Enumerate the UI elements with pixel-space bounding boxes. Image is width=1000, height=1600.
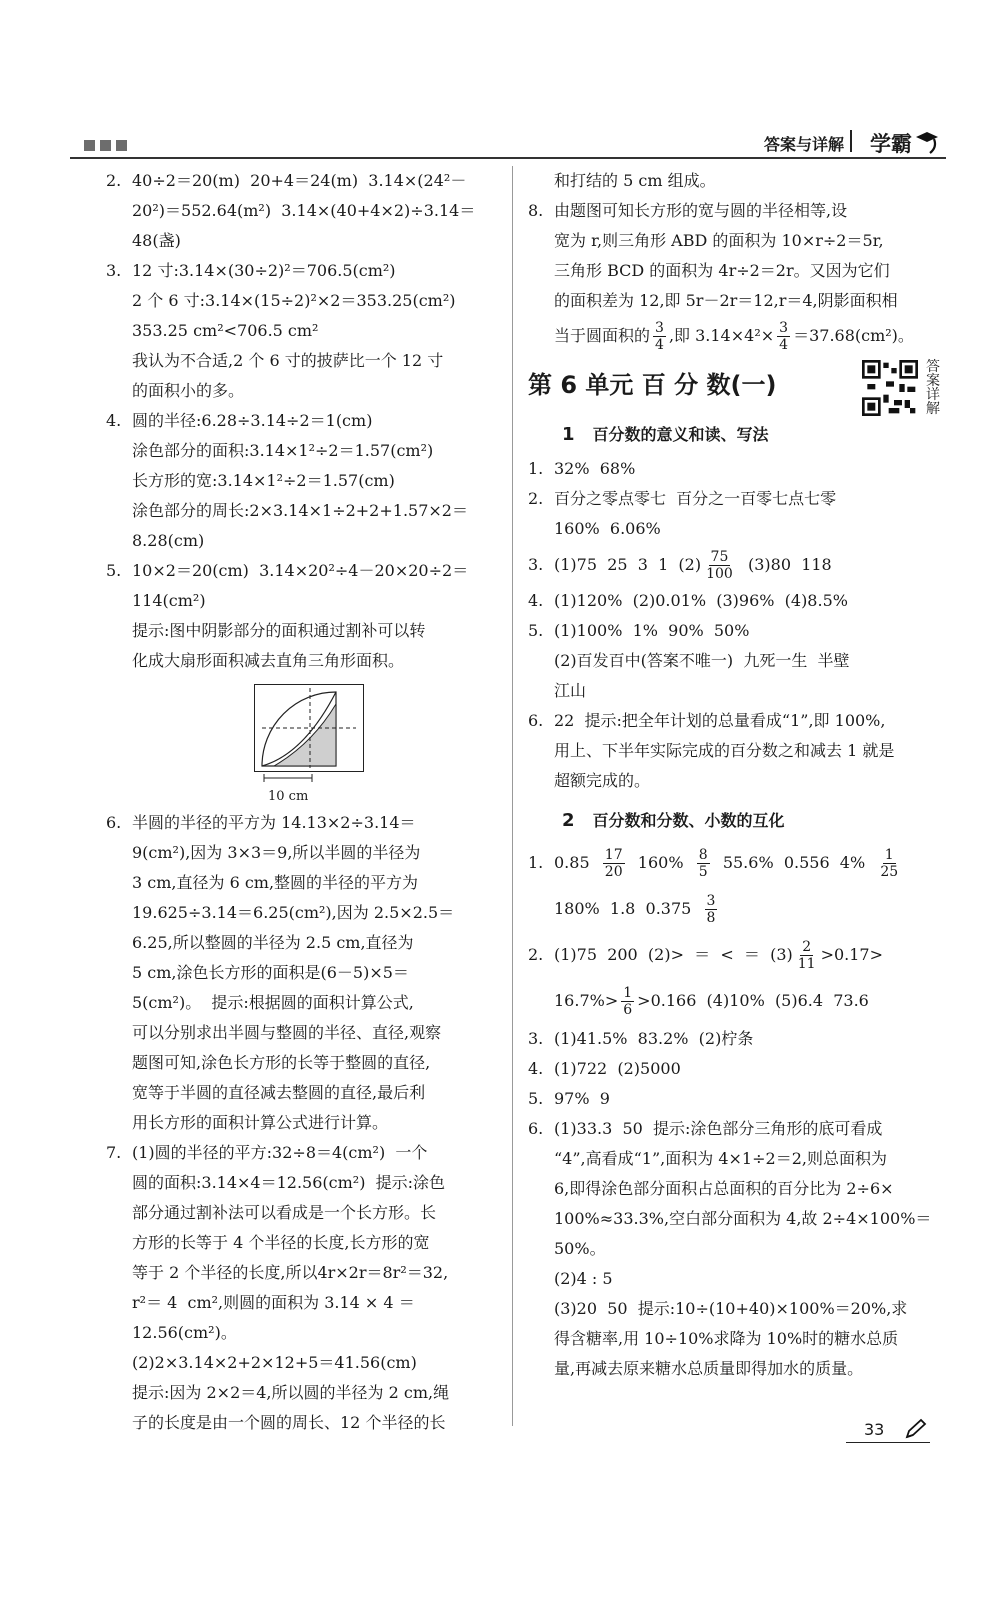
s1-answer-6 [528,706,946,796]
fraction-denominator: 20 [604,864,623,880]
answer-line: 12 寸:3.14×(30÷2)²＝706.5(cm²) [132,261,396,280]
answer-line: (1)圆的半径的平方:32÷8＝4(cm²) 一个 [132,1143,428,1162]
hint-line: 化成大扇形面积减去直角三角形面积。 [132,651,405,670]
fraction [704,549,735,582]
item-number: 5. [106,561,122,580]
fraction-denominator: 4 [655,337,664,353]
text-segment: 当于圆面积的 [554,326,651,345]
answer-line: 20²)＝552.64(m²) 3.14×(40+4×2)÷3.14＝ [132,201,476,220]
header-squares-decoration [84,140,127,151]
text-segment: ＝37.68(cm²)。 [793,326,914,345]
text-segment: 0.85 [554,853,590,872]
item-number: 5. [528,621,544,640]
text-segment: >0.166 (4)10% (5)6.4 73.6 [637,991,869,1010]
s1-answer-4 [528,586,946,616]
answer-line: 涂色部分的面积:3.14×1²÷2＝1.57(cm²) [132,441,434,460]
answer-line: 的面积小的多。 [132,381,245,400]
pencil-icon [904,1418,928,1440]
hint-line: 题图可知,涂色长方形的长等于整圆的直径, [132,1053,431,1072]
fraction-numerator: 3 [655,320,664,336]
item-number: 8. [528,201,544,220]
item-number: 1. [528,853,544,872]
item-number: 1. [528,459,544,478]
text-segment: 160% [637,853,684,872]
hint-line: 等于 2 个半径的长度,所以4r×2r＝8r²＝32, [132,1263,449,1282]
answer-line: 10×2＝20(cm) 3.14×20²÷4－20×20÷2＝ [132,561,469,580]
answer-4 [106,406,496,556]
item-number: 3. [528,1029,544,1048]
graduation-cap-icon [914,128,940,154]
fraction-denominator: 5 [698,864,708,880]
fraction [653,320,666,353]
fraction-denominator: 8 [706,910,716,926]
hint-line: r²＝ 4 cm²,则圆的面积为 3.14 × 4 ＝ [132,1293,415,1312]
item-number: 3. [106,261,122,280]
page-number: 33 [864,1420,885,1439]
qr-label: 答案详解 [926,359,940,417]
hint-line: 量,再减去原来糖水总质量即得加水的质量。 [554,1359,864,1378]
answer-line: 160% 6.06% [554,519,661,538]
unit-title: 第 6 单元 百 分 数(一) [528,371,777,399]
section-heading-1 [562,420,946,450]
answer-3 [106,256,496,406]
item-number: 7. [106,1143,122,1162]
fraction-numerator: 2 [802,939,812,955]
answer-8 [528,196,946,356]
answer-line: 我认为不合适,2 个 6 寸的披萨比一个 12 寸 [132,351,444,370]
footer-rule [846,1442,930,1443]
fraction-numerator: 8 [698,847,708,863]
answer-7-continued [528,166,946,196]
section-number: 2 [562,810,575,831]
hint-line: 可以分别求出半圆与整圆的半径、直径,观察 [132,1023,442,1042]
text-segment: (3)80 118 [737,555,832,574]
hint-line: 用长方形的面积计算公式进行计算。 [132,1113,389,1132]
answer-line: (1)33.3 50 提示:涂色部分三角形的底可看成 [554,1119,883,1138]
s2-answer-4 [528,1054,946,1084]
hint-line: 宽等于半圆的直径减去整圆的直径,最后利 [132,1083,426,1102]
s1-answer-5 [528,616,946,706]
item-number: 2. [528,489,544,508]
answer-line: 江山 [554,681,587,700]
answer-line: (2)2×3.14×2+2×12+5＝41.56(cm) [132,1353,417,1372]
figure-label: 10 cm [268,789,309,804]
fraction [603,847,625,880]
s2-answer-6 [528,1114,946,1384]
fraction [705,893,718,926]
answer-line: 圆的面积:3.14×4＝12.56(cm²) 提示:涂色 [132,1173,446,1192]
header-separator [850,130,852,152]
fraction-numerator: 17 [604,847,623,863]
text-segment: ,即 3.14×4²× [668,326,775,345]
answer-line: 32% 68% [554,459,636,478]
answer-line: 5(cm²)。 提示:根据圆的面积计算公式, [132,993,414,1012]
fraction-denominator: 4 [779,337,789,353]
item-number: 4. [528,591,544,610]
answer-7 [106,1138,496,1438]
item-number: 4. [528,1059,544,1078]
fraction-denominator: 11 [797,956,816,972]
section-heading-2 [562,806,946,836]
fraction [777,320,790,353]
item-number: 6. [106,813,122,832]
fraction-numerator: 3 [779,320,789,336]
hint-line: 提示:因为 2×2＝4,所以圆的半径为 2 cm,绳 [132,1383,450,1402]
answer-line: 涂色部分的周长:2×3.14×1÷2+2+1.57×2＝ [132,501,468,520]
answer-line: 圆的半径:6.28÷3.14÷2＝1(cm) [132,411,373,430]
fraction-denominator: 100 [706,566,733,582]
fraction-denominator: 6 [623,1002,633,1018]
fraction-numerator: 1 [623,985,633,1001]
text-segment: (1)75 200 (2)> ＝ < ＝ (3) [554,945,793,964]
hint-line: 子的长度是由一个圆的周长、12 个半径的长 [132,1413,446,1432]
text-segment: 180% 1.8 0.375 [554,899,692,918]
answer-line: (1)41.5% 83.2% (2)柠条 [554,1029,754,1048]
text-segment: 16.7%> [554,991,619,1010]
answer-line: 半圆的半径的平方为 14.13×2÷3.14＝ [132,813,416,832]
section-title: 百分数和分数、小数的互化 [592,811,785,830]
s2-answer-5 [528,1084,946,1114]
answer-line: (2)百发百中(答案不唯一) 九死一生 半壁 [554,651,850,670]
fraction [621,985,634,1018]
answer-line: 宽为 r,则三角形 ABD 的面积为 10×r÷2＝5r, [554,231,884,250]
left-column [106,166,496,1438]
answer-line: 97% 9 [554,1089,610,1108]
s2-answer-1 [528,840,946,932]
hint-line: 100%≈33.3%,空白部分面积为 4,故 2÷4×100%＝ [554,1209,932,1228]
s1-answer-1 [528,454,946,484]
answer-line: 9(cm²),因为 3×3＝9,所以半圆的半径为 [132,843,421,862]
section-title: 百分数的意义和读、写法 [592,425,769,444]
column-divider [512,166,513,1426]
answer-line: 和打结的 5 cm 组成。 [554,171,716,190]
hint-line: 得含糖率,用 10÷10%求降为 10%时的糖水总质 [554,1329,899,1348]
fraction-numerator: 1 [884,847,894,863]
item-number: 5. [528,1089,544,1108]
answer-6 [106,808,496,1138]
qr-code-icon[interactable] [862,360,918,416]
item-number: 4. [106,411,122,430]
hint-line: 6,即得涂色部分面积占总面积的百分比为 2÷6× [554,1179,894,1198]
header-title: 答案与详解 [763,135,844,154]
answer-line: 3 cm,直径为 6 cm,整圆的半径的平方为 [132,873,419,892]
answer-2 [106,166,496,256]
answer-line: (2)4 : 5 [554,1269,613,1288]
header-rule [70,157,946,159]
fraction [697,847,710,880]
text-segment: 55.6% 0.556 4% [722,853,866,872]
item-number: 6. [528,711,544,730]
answer-line: 19.625÷3.14＝6.25(cm²),因为 2.5×2.5＝ [132,903,455,922]
hint-line: 方形的长等于 4 个半径的长度,长方形的宽 [132,1233,430,1252]
answer-line: (1)120% (2)0.01% (3)96% (4)8.5% [554,591,848,610]
answer-line: 48(盏) [132,231,181,250]
sector-figure [254,684,364,804]
answer-line: (3)20 50 提示:10÷(10+40)×100%＝20%,求 [554,1299,908,1318]
text-segment: (1)75 25 3 1 (2) [554,555,702,574]
hint-line: “4”,高看成“1”,面积为 4×1÷2＝2,则总面积为 [554,1149,887,1168]
answer-line: 22 提示:把全年计划的总量看成“1”,即 100%, [554,711,886,730]
s1-answer-3 [528,544,946,586]
item-number: 2. [106,171,122,190]
fraction-numerator: 3 [706,893,716,909]
answer-line: 353.25 cm²<706.5 cm² [132,321,319,340]
fraction [796,939,818,972]
answer-line: 114(cm²) [132,591,206,610]
fraction-numerator: 75 [710,549,729,565]
answer-line: (1)722 (2)5000 [554,1059,681,1078]
fraction-denominator: 25 [880,864,899,880]
s1-answer-2 [528,484,946,544]
page-header [70,126,946,160]
hint-line: 提示:图中阴影部分的面积通过割补可以转 [132,621,426,640]
hint-line: 部分通过割补法可以看成是一个长方形。长 [132,1203,437,1222]
s2-answer-3 [528,1024,946,1054]
answer-line: 2 个 6 寸:3.14×(15÷2)²×2＝353.25(cm²) [132,291,456,310]
hint-line: 用上、下半年实际完成的百分数之和减去 1 就是 [554,741,895,760]
answer-line-with-fraction [554,316,946,356]
item-number: 3. [528,555,544,574]
answer-line: 长方形的宽:3.14×1²÷2＝1.57(cm) [132,471,395,490]
right-column [528,166,946,1384]
answer-5 [106,556,496,804]
answer-line [554,932,946,978]
answer-line [554,544,946,586]
hint-line: 50%。 [554,1239,606,1258]
fraction [878,847,900,880]
section-number: 1 [562,424,575,445]
answer-line: 5 cm,涂色长方形的面积是(6－5)×5＝ [132,963,409,982]
answer-line: 8.28(cm) [132,531,205,550]
header-brand: 学霸 [870,132,912,156]
answer-line: 40÷2＝20(m) 20+4＝24(m) 3.14×(24²－ [132,171,467,190]
s2-answer-2 [528,932,946,1024]
answer-line [554,978,946,1024]
answer-line: 由题图可知长方形的宽与圆的半径相等,设 [554,201,848,220]
hint-line: 超额完成的。 [554,771,651,790]
answer-line: 百分之零点零七 百分之一百零七点七零 [554,489,837,508]
hint-line: 12.56(cm²)。 [132,1323,237,1342]
unit-heading [528,360,946,416]
text-segment: >0.17> [820,945,884,964]
answer-line: 的面积差为 12,即 5r－2r＝12,r＝4,阴影面积相 [554,291,898,310]
answer-line [554,840,946,886]
answer-line: 三角形 BCD 的面积为 4r÷2＝2r。又因为它们 [554,261,890,280]
item-number: 6. [528,1119,544,1138]
answer-line: 6.25,所以整圆的半径为 2.5 cm,直径为 [132,933,414,952]
answer-line: (1)100% 1% 90% 50% [554,621,750,640]
item-number: 2. [528,945,544,964]
answer-line [554,886,946,932]
